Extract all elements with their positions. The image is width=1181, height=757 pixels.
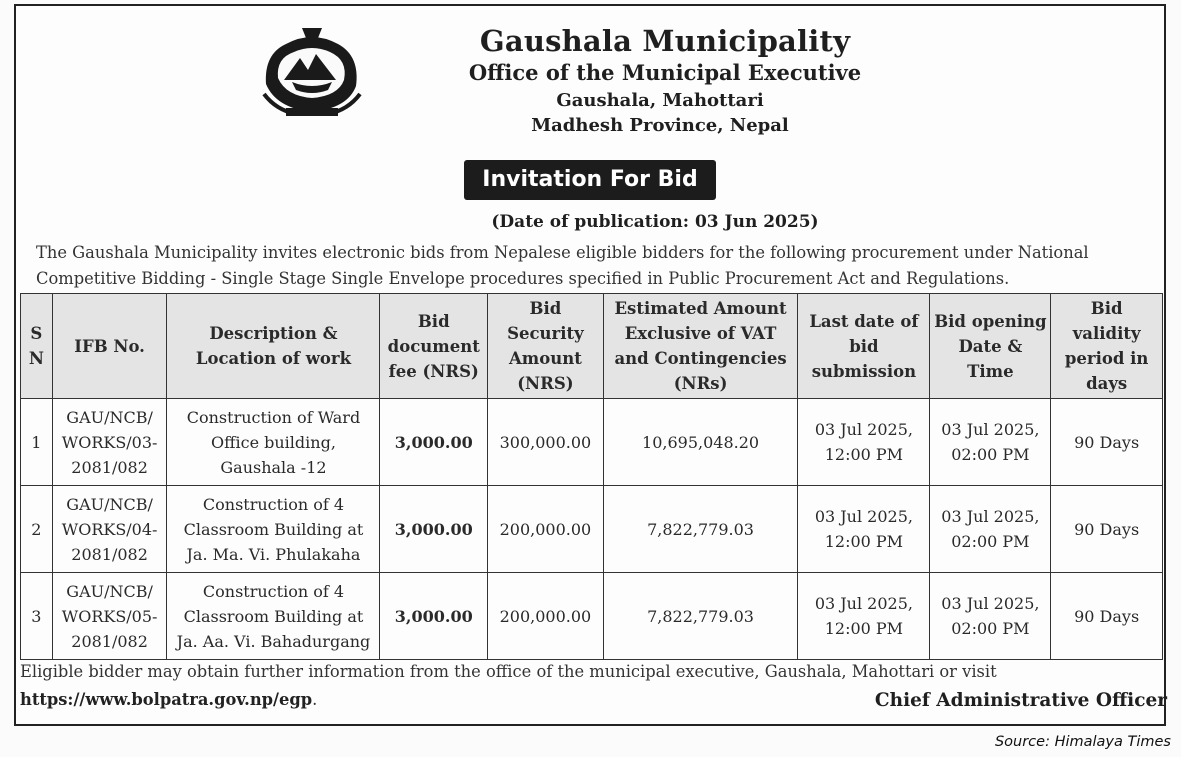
header-ifb: IFB No.: [52, 294, 167, 399]
invitation-banner: Invitation For Bid: [464, 160, 716, 200]
cell-security: 300,000.00: [488, 399, 604, 486]
source-credit: Source: Himalaya Times: [994, 734, 1171, 750]
table-header-row: [21, 294, 1163, 399]
header-last-date: Last date of bid submission: [798, 294, 930, 399]
cell-description: Construction of 4 Classroom Building at Ja. Aa. Vi. Bahadurgang: [167, 573, 380, 660]
header-sn: S N: [21, 294, 53, 399]
cell-description: Construction of 4 Classroom Building at Ja. Ma. Vi. Phulakaha: [167, 486, 380, 573]
cell-ifb: GAU/NCB/ WORKS/03- 2081/082: [52, 399, 167, 486]
letterhead: [16, 24, 1164, 136]
cell-opening: 03 Jul 2025, 02:00 PM: [930, 399, 1051, 486]
cell-opening: 03 Jul 2025, 02:00 PM: [930, 573, 1051, 660]
cell-validity: 90 Days: [1051, 486, 1163, 573]
cell-last-date: 03 Jul 2025, 12:00 PM: [798, 573, 930, 660]
footer-text: Eligible bidder may obtain further information from the office of the municipal executive, Gaushala, Mahottari or visit: [20, 662, 997, 681]
office-address: Gaushala, Mahottari: [556, 90, 764, 111]
intro-paragraph: The Gaushala Municipality invites electronic bids from Nepalese eligible bidders for the following procurement under National Competitive Bidding - Single Stage Single Envelope procedures specified in Public Procurement Act and Regulations.: [36, 243, 1089, 288]
cell-security: 200,000.00: [488, 486, 604, 573]
cell-validity: 90 Days: [1051, 399, 1163, 486]
cell-opening: 03 Jul 2025, 02:00 PM: [930, 486, 1051, 573]
cell-fee: 3,000.00: [380, 573, 488, 660]
header-description: Description & Location of work: [167, 294, 380, 399]
egp-link[interactable]: https://www.bolpatra.gov.np/egp: [20, 690, 313, 709]
header-fee: Bid document fee (NRS): [380, 294, 488, 399]
cell-fee: 3,000.00: [380, 399, 488, 486]
cell-estimate: 7,822,779.03: [603, 573, 798, 660]
table-row: [21, 486, 1163, 573]
office-name: Office of the Municipal Executive: [468, 60, 862, 85]
cell-description: Construction of Ward Office building, Gaushala -12: [167, 399, 380, 486]
cell-sn: 1: [21, 399, 53, 486]
header-estimate: Estimated Amount Exclusive of VAT and Contingencies (NRs): [603, 294, 798, 399]
cell-sn: 2: [21, 486, 53, 573]
cell-validity: 90 Days: [1051, 573, 1163, 660]
cell-last-date: 03 Jul 2025, 12:00 PM: [798, 399, 930, 486]
header-validity: Bid validity period in days: [1051, 294, 1163, 399]
signatory: Chief Administrative Officer: [874, 690, 1167, 711]
cell-fee: 3,000.00: [380, 486, 488, 573]
cell-sn: 3: [21, 573, 53, 660]
cell-estimate: 7,822,779.03: [603, 486, 798, 573]
publication-date: (Date of publication: 03 Jun 2025): [491, 212, 819, 232]
cell-last-date: 03 Jul 2025, 12:00 PM: [798, 486, 930, 573]
table-row: [21, 573, 1163, 660]
org-name: Gaushala Municipality: [479, 24, 851, 58]
cell-estimate: 10,695,048.20: [603, 399, 798, 486]
footer-end: .: [312, 690, 318, 709]
bid-table: [20, 293, 1163, 660]
office-province: Madhesh Province, Nepal: [531, 115, 789, 136]
cell-ifb: GAU/NCB/ WORKS/04- 2081/082: [52, 486, 167, 573]
cell-ifb: GAU/NCB/ WORKS/05- 2081/082: [52, 573, 167, 660]
header-security: Bid Security Amount (NRS): [488, 294, 604, 399]
table-row: [21, 399, 1163, 486]
cell-security: 200,000.00: [488, 573, 604, 660]
header-opening: Bid opening Date & Time: [930, 294, 1051, 399]
